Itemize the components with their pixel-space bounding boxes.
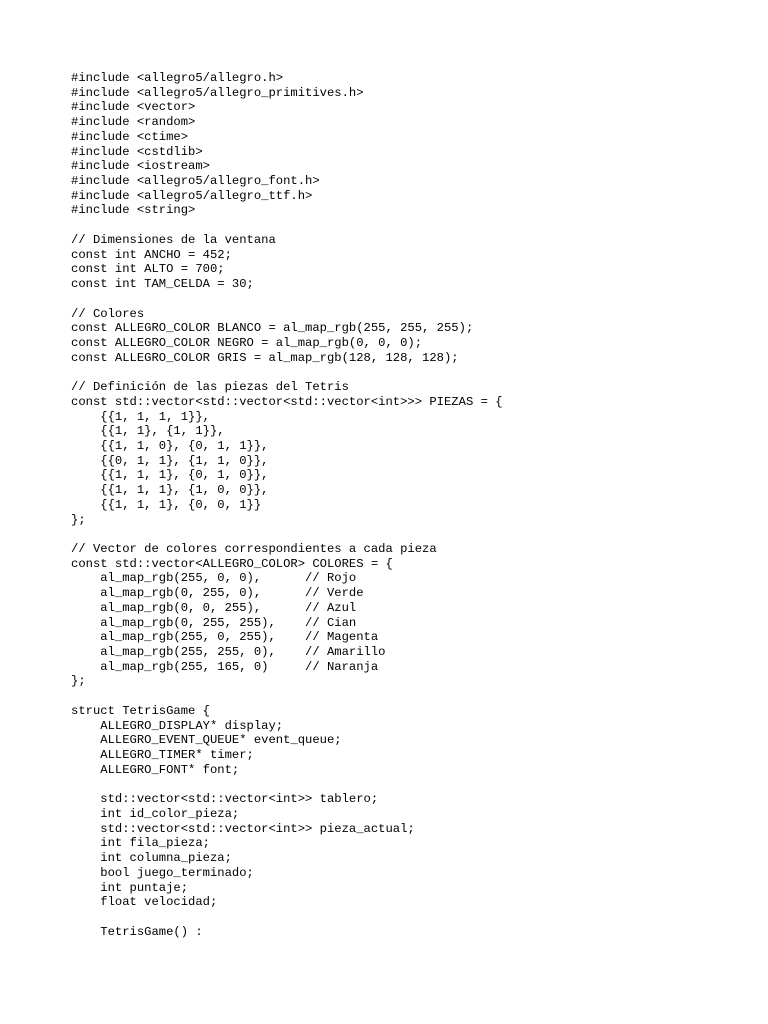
code-document (71, 71, 751, 939)
code-line: {{1, 1, 0}, {0, 1, 1}}, (71, 438, 269, 453)
code-line: #include <ctime> (71, 129, 189, 144)
code-line: // Dimensiones de la ventana (71, 232, 276, 247)
code-line (71, 365, 751, 380)
code-line: #include <cstdlib> (71, 144, 203, 159)
code-line: ALLEGRO_FONT* font; (71, 762, 240, 777)
code-line: {{1, 1, 1, 1}}, (71, 409, 210, 424)
code-line: #include <string> (71, 203, 196, 218)
code-line: #include <allegro5/allegro_primitives.h> (71, 85, 364, 100)
code-line: al_map_rgb(255, 255, 0), // Amarillo (71, 645, 386, 660)
code-line: al_map_rgb(255, 0, 255), // Magenta (71, 630, 379, 645)
code-line: const std::vector<ALLEGRO_COLOR> COLORES = { (71, 556, 393, 571)
code-line: ALLEGRO_EVENT_QUEUE* event_queue; (71, 733, 342, 748)
code-line: const ALLEGRO_COLOR NEGRO = al_map_rgb(0, 0, 0); (71, 335, 423, 350)
code-line: std::vector<std::vector<int>> tablero; (71, 792, 379, 807)
code-line: al_map_rgb(0, 255, 0), // Verde (71, 586, 364, 601)
code-line: const std::vector<std::vector<std::vector<int>>> PIEZAS = { (71, 394, 503, 409)
code-line: {{1, 1}, {1, 1}}, (71, 424, 225, 439)
code-line: al_map_rgb(255, 0, 0), // Rojo (71, 571, 357, 586)
code-line: {{0, 1, 1}, {1, 1, 0}}, (71, 453, 269, 468)
code-line: al_map_rgb(255, 165, 0) // Naranja (71, 659, 379, 674)
code-line: TetrisGame() : (71, 924, 203, 939)
code-line: float velocidad; (71, 895, 218, 910)
code-line: const ALLEGRO_COLOR BLANCO = al_map_rgb(255, 255, 255); (71, 321, 474, 336)
code-line: ALLEGRO_DISPLAY* display; (71, 718, 284, 733)
code-line: al_map_rgb(0, 255, 255), // Cian (71, 615, 357, 630)
code-line: const int ANCHO = 452; (71, 247, 232, 262)
code-line: #include <allegro5/allegro_font.h> (71, 174, 320, 189)
code-line: #include <iostream> (71, 159, 210, 174)
code-line: {{1, 1, 1}, {0, 0, 1}} (71, 497, 262, 512)
code-line: const ALLEGRO_COLOR GRIS = al_map_rgb(128, 128, 128); (71, 350, 459, 365)
code-line: #include <random> (71, 115, 196, 130)
code-line: }; (71, 674, 86, 689)
code-line: // Definición de las piezas del Tetris (71, 380, 349, 395)
code-line: }; (71, 512, 86, 527)
code-line: {{1, 1, 1}, {0, 1, 0}}, (71, 468, 269, 483)
code-line: std::vector<std::vector<int>> pieza_actual; (71, 821, 415, 836)
code-line: const int TAM_CELDA = 30; (71, 277, 254, 292)
code-line: #include <allegro5/allegro_ttf.h> (71, 188, 313, 203)
code-line: // Vector de colores correspondientes a cada pieza (71, 542, 437, 556)
code-line (71, 778, 751, 793)
code-line (71, 910, 751, 925)
code-line (71, 527, 751, 542)
code-line: // Colores (71, 306, 145, 321)
code-line: al_map_rgb(0, 0, 255), // Azul (71, 600, 357, 615)
code-line: int id_color_pieza; (71, 806, 240, 821)
code-line: #include <vector> (71, 100, 196, 115)
code-line: struct TetrisGame { (71, 703, 210, 718)
code-line: const int ALTO = 700; (71, 262, 225, 277)
code-line: int fila_pieza; (71, 836, 210, 851)
code-line (71, 218, 751, 233)
code-line: #include <allegro5/allegro.h> (71, 71, 284, 85)
code-line: bool juego_terminado; (71, 865, 254, 880)
code-line: int columna_pieza; (71, 851, 232, 866)
code-line: {{1, 1, 1}, {1, 0, 0}}, (71, 483, 269, 498)
code-line: ALLEGRO_TIMER* timer; (71, 748, 254, 763)
code-line (71, 292, 751, 307)
code-line: int puntaje; (71, 880, 189, 895)
code-line (71, 689, 751, 704)
